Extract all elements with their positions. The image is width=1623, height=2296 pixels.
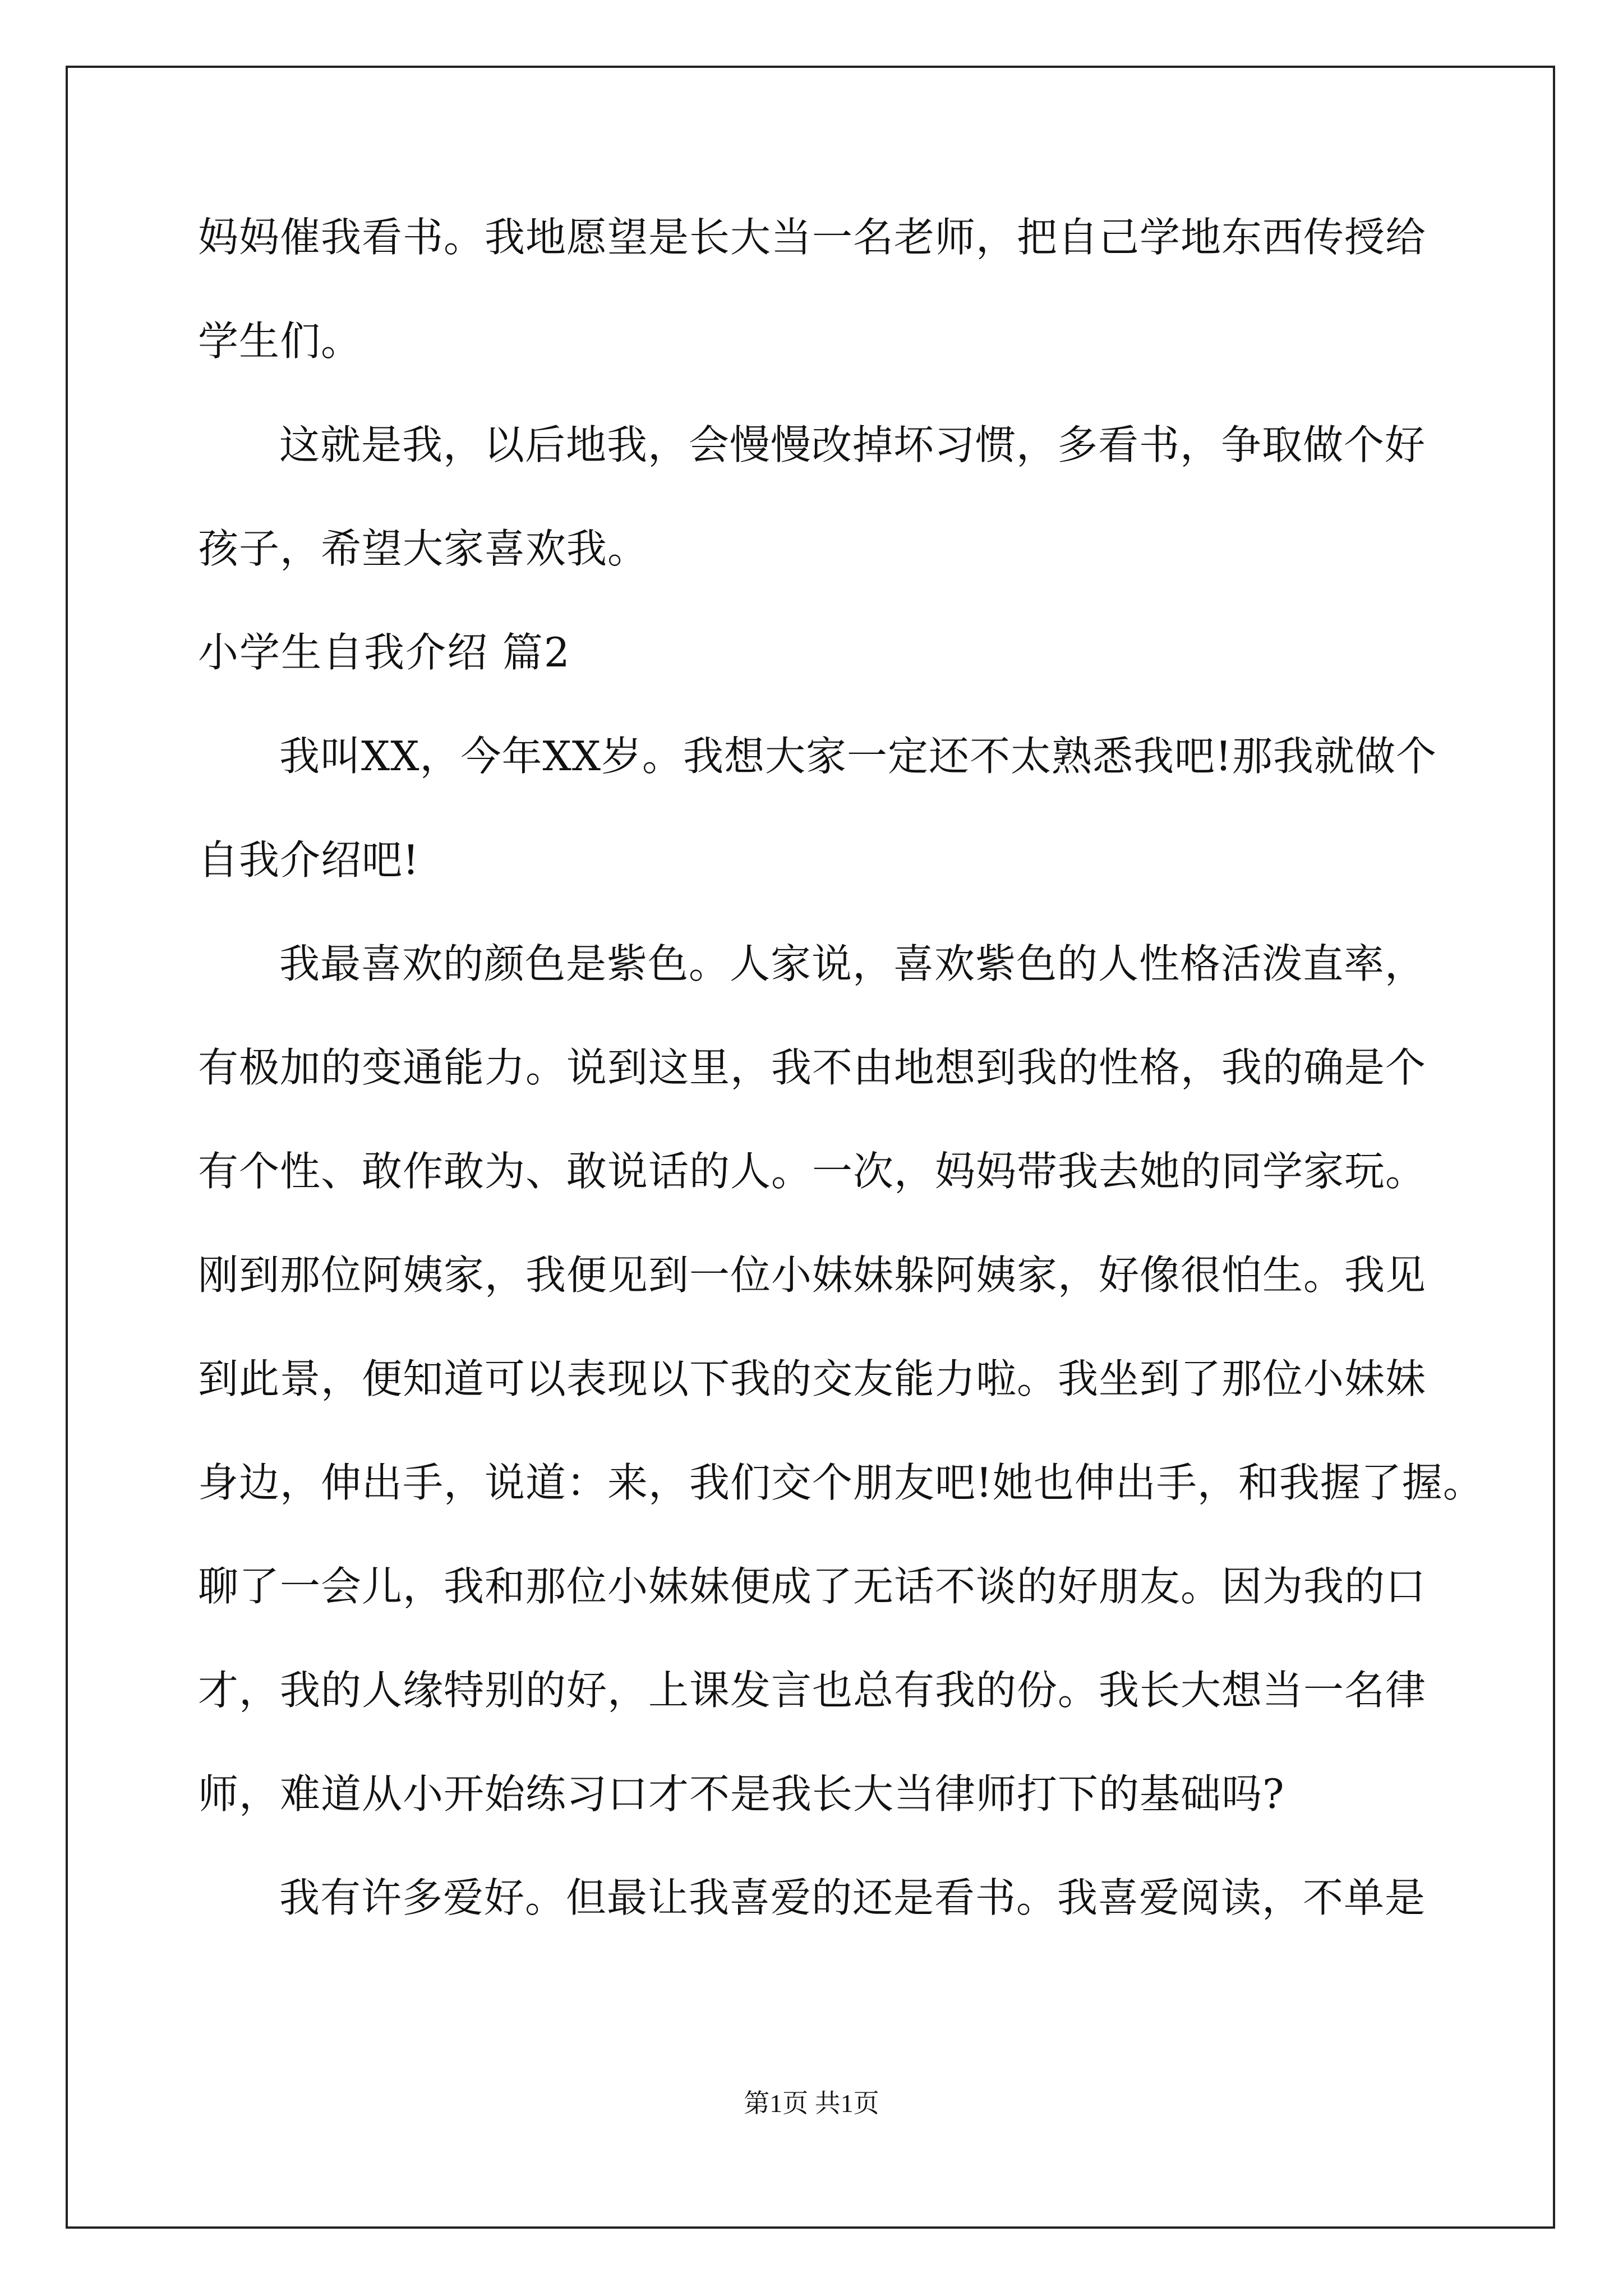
paragraph-line: 妈妈催我看书。我地愿望是长大当一名老师，把自己学地东西传授给	[198, 214, 1427, 261]
paragraph-line: 才，我的人缘特别的好，上课发言也总有我的份。我长大想当一名律	[198, 1667, 1427, 1714]
paragraph-line: 到此景，便知道可以表现以下我的交友能力啦。我坐到了那位小妹妹	[198, 1355, 1427, 1402]
paragraph-line: 孩子，希望大家喜欢我。	[198, 525, 649, 572]
paragraph-line: 师，难道从小开始练习口才不是我长大当律师打下的基础吗?	[198, 1770, 1285, 1818]
paragraph-line: 这就是我，以后地我，会慢慢改掉坏习惯，多看书，争取做个好	[279, 421, 1426, 468]
paragraph-line: 聊了一会儿，我和那位小妹妹便成了无话不谈的好朋友。因为我的口	[198, 1563, 1427, 1610]
section-heading: 小学生自我介绍 篇2	[198, 629, 571, 676]
paragraph-line: 我有许多爱好。但最让我喜爱的还是看书。我喜爱阅读，不单是	[279, 1874, 1426, 1921]
paragraph-line: 自我介绍吧!	[198, 836, 419, 884]
paragraph-line: 我最喜欢的颜色是紫色。人家说，喜欢紫色的人性格活泼直率，	[279, 940, 1426, 987]
paragraph-line: 有个性、敢作敢为、敢说话的人。一次，妈妈带我去她的同学家玩。	[198, 1148, 1427, 1195]
paragraph-line: 学生们。	[198, 318, 362, 365]
paragraph-line: 刚到那位阿姨家，我便见到一位小妹妹躲阿姨家，好像很怕生。我见	[198, 1251, 1427, 1299]
paragraph-line: 我叫XX，今年XX岁。我想大家一定还不太熟悉我吧!那我就做个	[279, 733, 1437, 780]
document-body	[198, 213, 1484, 1977]
page-footer: 第1页 共1页	[744, 2089, 879, 2118]
paragraph-line: 有极加的变通能力。说到这里，我不由地想到我的性格，我的确是个	[198, 1044, 1427, 1091]
paragraph-line: 身边，伸出手，说道：来，我们交个朋友吧!她也伸出手，和我握了握。	[198, 1459, 1484, 1506]
